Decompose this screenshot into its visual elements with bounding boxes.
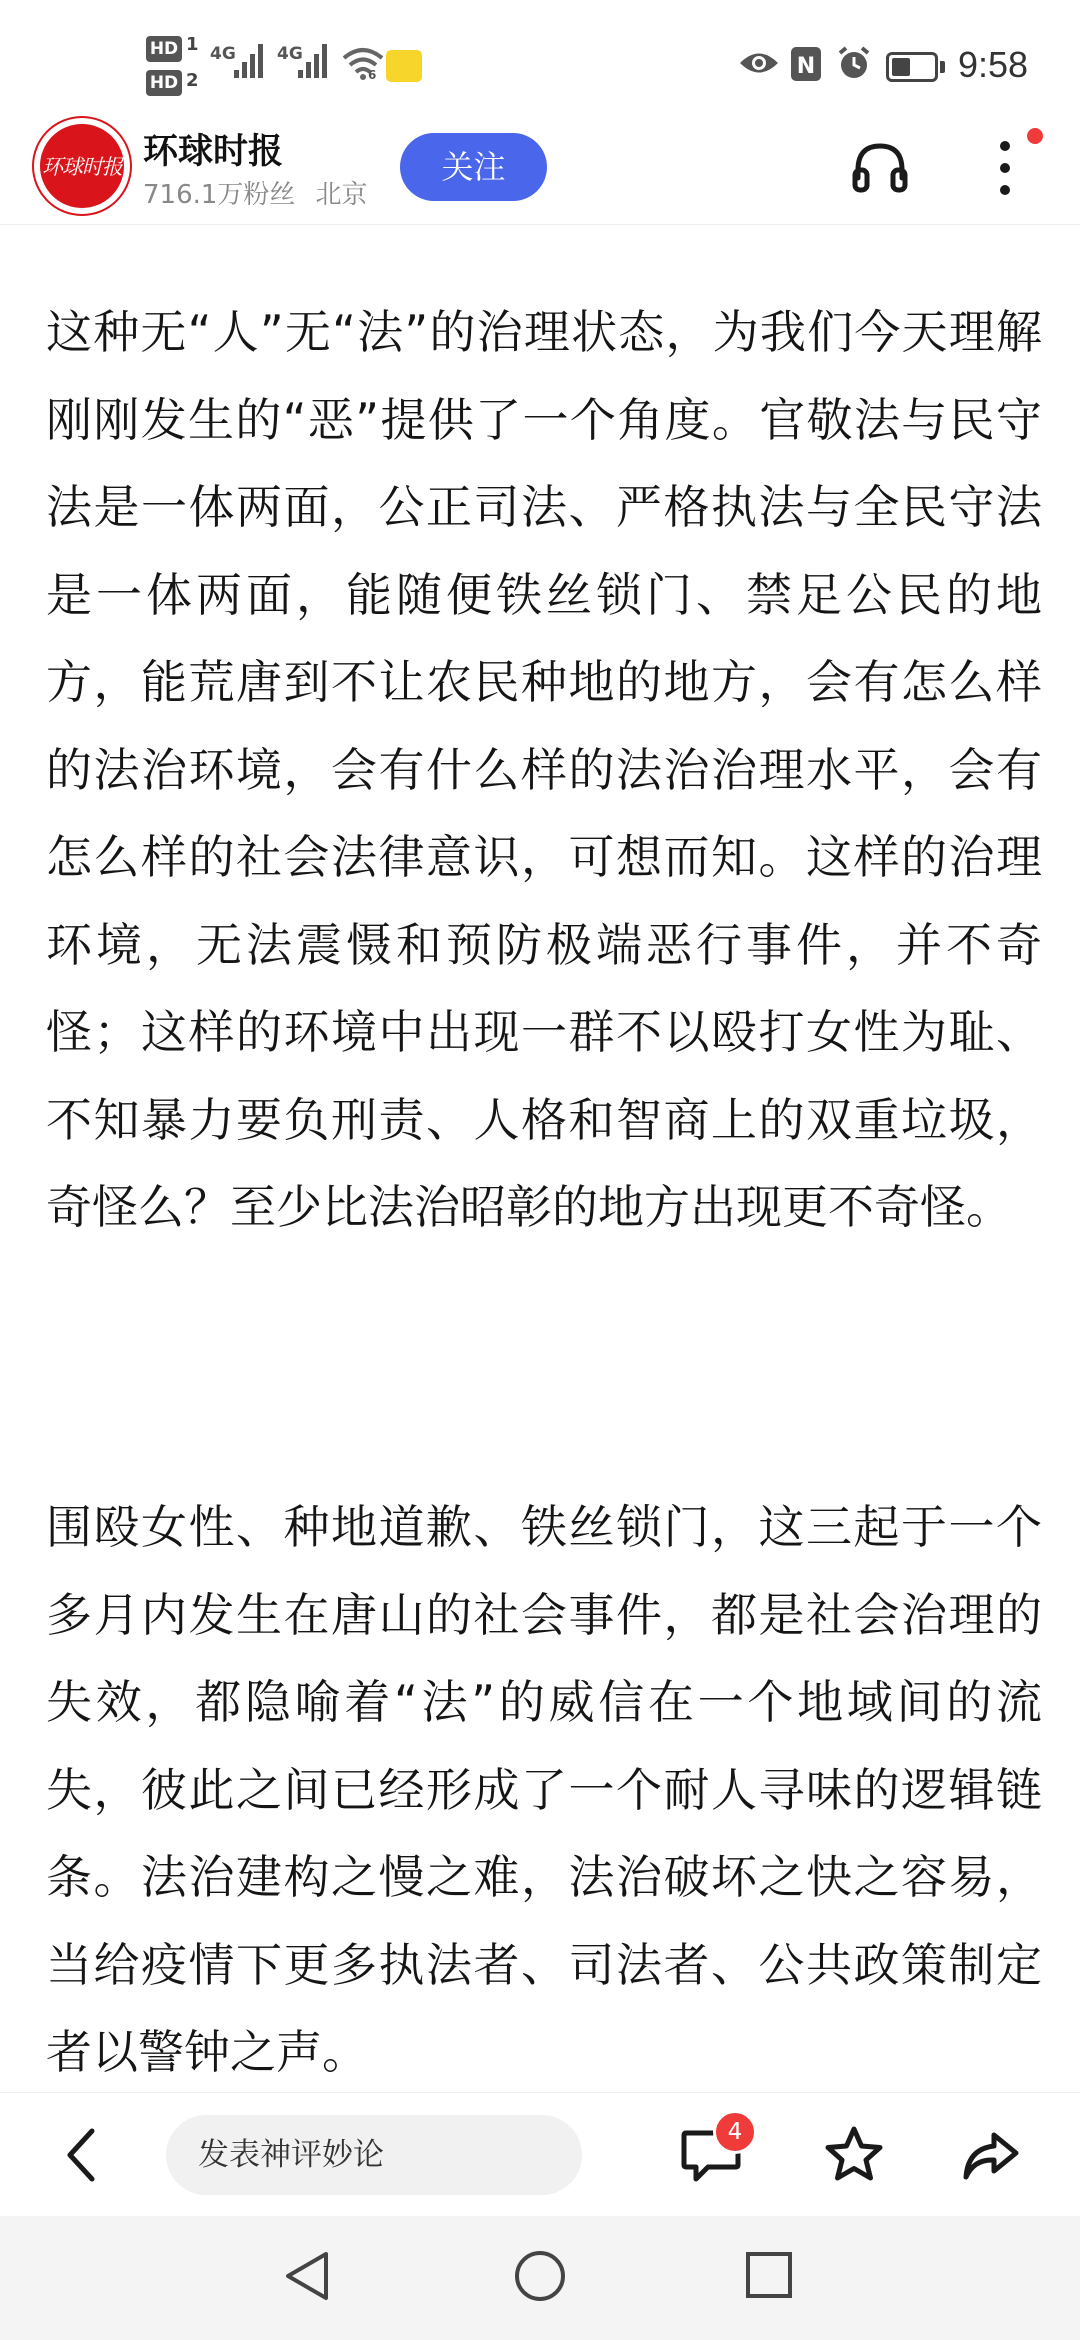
system-navigation-bar (0, 2216, 1080, 2340)
alarm-icon (836, 46, 872, 82)
hd-voice-indicators (146, 30, 182, 96)
app-notification-icon (386, 50, 422, 82)
article-paragraph-2: 围殴女性、种地道歉、铁丝锁门，这三起于一个多月内发生在唐山的社会事件，都是社会治理的失效，都隐喻着“法”的威信在一个地域间的流失，彼此之间已经形成了一个耐人寻味的逻辑链条。法治建构之慢之难，法治破坏之快之容易，当给疫情下更多执法者、司法者、公共政策制定者以警钟之声。 (46, 1500, 1042, 2079)
hd-badge-1: HD (146, 36, 182, 62)
bottom-action-bar (0, 2092, 1080, 2217)
network-type-2: 4G (277, 44, 303, 64)
eye-comfort-icon (738, 46, 780, 80)
comment-count-badge: 4 (713, 2110, 757, 2154)
circle-home-icon[interactable] (512, 2248, 568, 2304)
svg-text:N: N (796, 54, 816, 79)
battery-icon (886, 52, 938, 82)
chevron-left-icon[interactable] (62, 2125, 102, 2185)
hd-badge-2: HD (146, 70, 182, 96)
sim-2-label: 2 (186, 70, 199, 91)
status-time: 9:58 (958, 44, 1029, 85)
wifi-6-label: 6 (368, 68, 377, 82)
battery-level-fill (892, 58, 910, 76)
status-bar (0, 0, 1080, 112)
square-recents-icon[interactable] (744, 2250, 794, 2300)
signal-strength-1-icon (232, 40, 268, 80)
channel-meta (143, 174, 367, 211)
channel-avatar[interactable] (34, 118, 130, 214)
nfc-icon (790, 46, 822, 82)
notification-dot (1027, 128, 1043, 144)
channel-location: 北京 (315, 180, 368, 210)
article-header (0, 112, 1080, 225)
headphone-icon[interactable] (852, 142, 908, 194)
comment-input[interactable] (166, 2115, 582, 2195)
network-type-1: 4G (210, 44, 236, 64)
avatar-logo-text: 环球时报 (42, 155, 122, 179)
star-icon[interactable] (824, 2125, 884, 2183)
channel-name[interactable]: 环球时报 (143, 132, 284, 172)
follow-button[interactable]: 关注 (400, 133, 547, 201)
battery-tip (940, 61, 945, 73)
article-body (0, 225, 1080, 2091)
triangle-back-icon[interactable] (282, 2248, 332, 2304)
more-vertical-icon[interactable] (990, 136, 1020, 200)
follower-count: 716.1万粉丝 (143, 180, 296, 210)
article-paragraph-1: 这种无“人”无“法”的治理状态，为我们今天理解刚刚发生的“恶”提供了一个角度。官敬法与民守法是一体两面，公正司法、严格执法与全民守法是一体两面，能随便铁丝锁门、禁足公民的地方，能荒唐到不让农民种地的地方，会有怎么样的法治环境，会有什么样的法治治理水平，会有怎么样的社会法律意识，可想而知。这样的治理环境，无法震慑和预防极端恶行事件，并不奇怪；这样的环境中出现一群不以殴打女性为耻、不知暴力要负刑责、人格和智商上的双重垃圾，奇怪么？至少比法治昭彰的地方出现更不奇怪。 (46, 305, 1042, 1234)
wifi-icon (342, 46, 384, 80)
signal-strength-2-icon (296, 40, 332, 80)
share-icon[interactable] (962, 2129, 1020, 2181)
sim-1-label: 1 (186, 34, 199, 55)
